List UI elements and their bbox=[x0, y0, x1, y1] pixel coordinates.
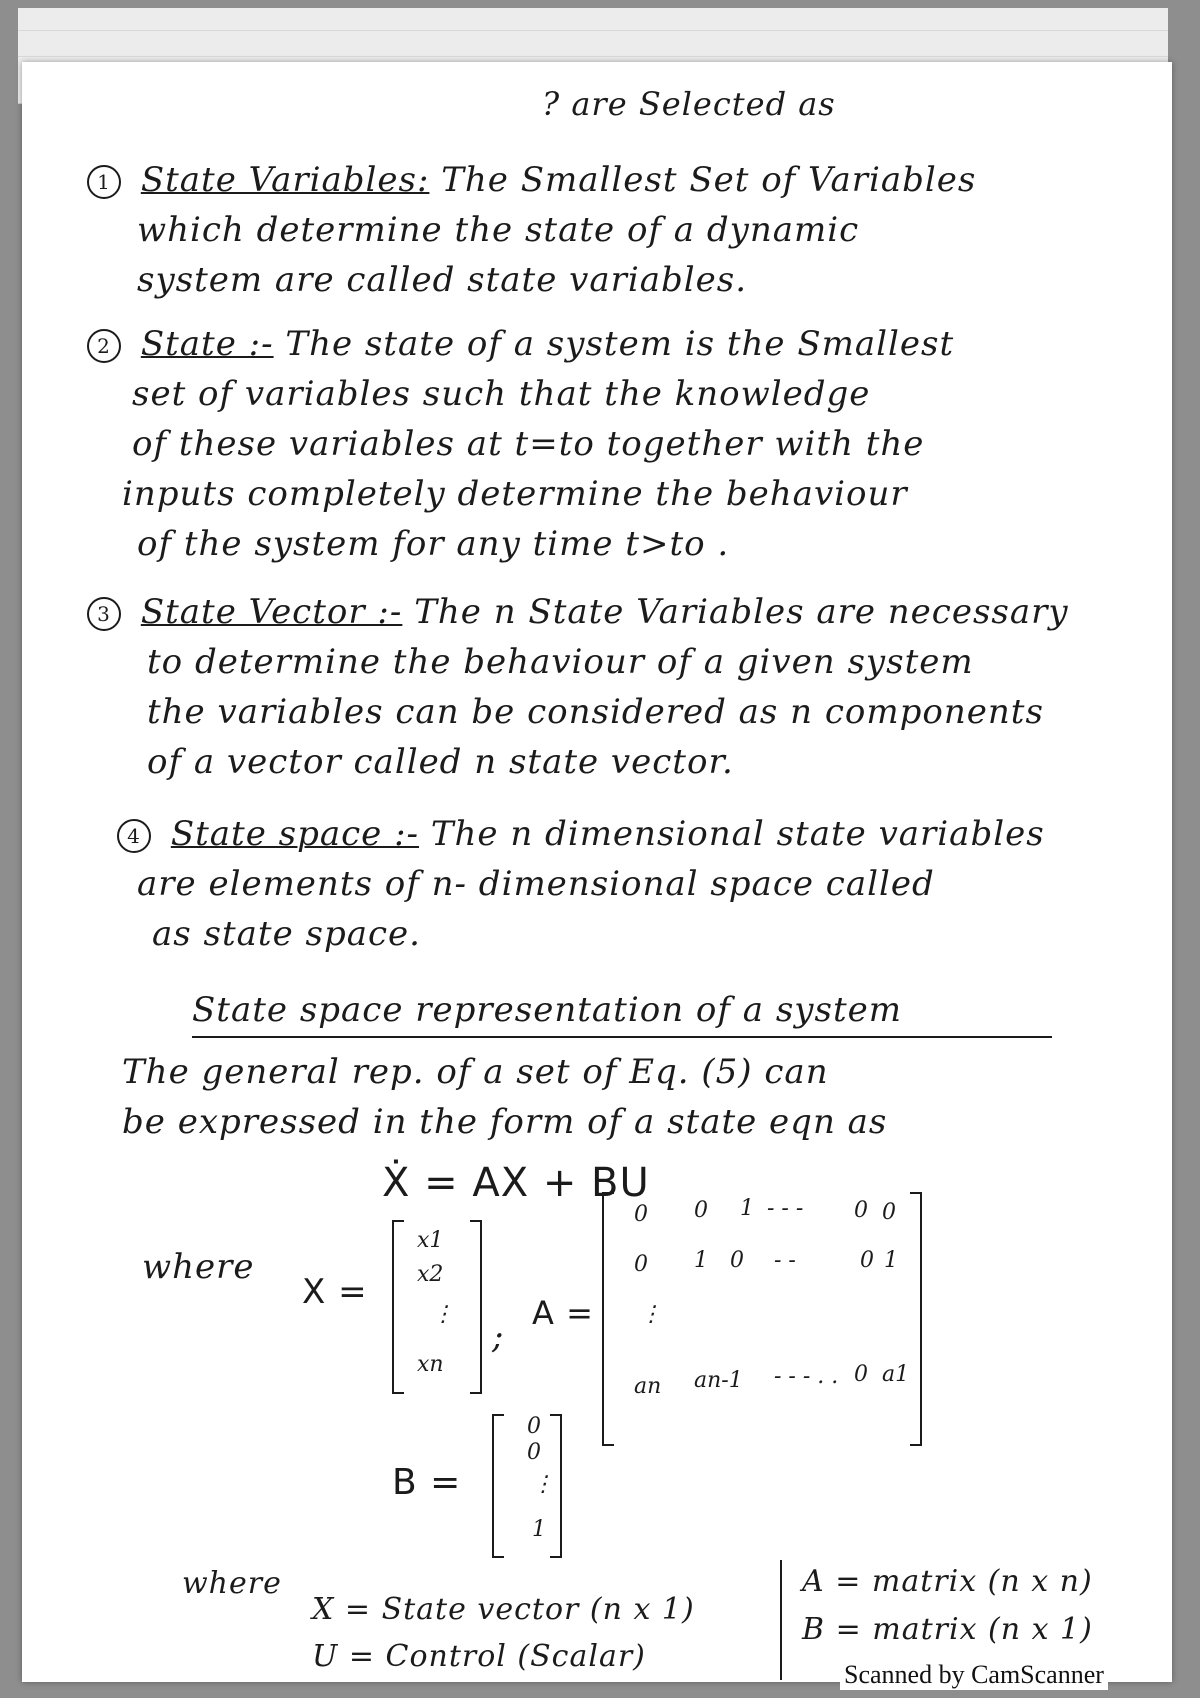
where-label: where bbox=[142, 1247, 255, 1287]
section-text-line: of a vector called n state vector. bbox=[147, 742, 734, 782]
section-number-badge: 3 bbox=[87, 597, 121, 631]
a-matrix-cell: an-1 bbox=[694, 1368, 743, 1393]
definition-line: U = Control (Scalar) bbox=[312, 1639, 646, 1674]
state-equation: Ẋ = AX + BU bbox=[382, 1160, 650, 1206]
a-matrix-right-bracket bbox=[910, 1192, 922, 1446]
x-vector-left-bracket bbox=[392, 1220, 404, 1394]
scanner-watermark: Scanned by CamScanner bbox=[840, 1660, 1108, 1690]
a-matrix-cell: 1 bbox=[740, 1196, 754, 1221]
x-vector-right-bracket bbox=[470, 1220, 482, 1394]
section-text-line: The n State Variables are necessary bbox=[414, 592, 1069, 632]
title-underline bbox=[192, 1036, 1052, 1038]
section-text-line: are elements of n- dimensional space called bbox=[137, 864, 935, 904]
section-text-line: of these variables at t=to together with the bbox=[132, 424, 925, 464]
a-matrix-cell: 0 bbox=[882, 1200, 896, 1225]
a-matrix-cell: 1 bbox=[694, 1248, 708, 1273]
b-vector-left-bracket bbox=[492, 1414, 504, 1558]
section-2-heading-line bbox=[87, 324, 954, 364]
section-4-heading-line bbox=[117, 814, 1045, 854]
section-text-line: of the system for any time t>to . bbox=[137, 524, 730, 564]
representation-text-line: be expressed in the form of a state eqn as bbox=[122, 1102, 888, 1142]
a-matrix-cell: 1 bbox=[884, 1248, 898, 1273]
section-heading: State Variables: bbox=[140, 160, 430, 200]
section-text-line: to determine the behaviour of a given system bbox=[147, 642, 974, 682]
x-vector-label: X = bbox=[302, 1272, 368, 1312]
a-matrix-cell: - - - . . bbox=[774, 1364, 839, 1389]
notebook-page bbox=[22, 62, 1172, 1682]
a-matrix-cell: 0 bbox=[634, 1202, 648, 1227]
section-3-heading-line bbox=[87, 592, 1069, 632]
a-matrix-cell: - - bbox=[774, 1248, 796, 1273]
a-matrix-cell: ⋮ bbox=[640, 1302, 662, 1327]
definition-divider bbox=[780, 1560, 782, 1680]
b-vector-right-bracket bbox=[550, 1414, 562, 1558]
section-text-line: inputs completely determine the behaviour bbox=[122, 474, 908, 514]
a-matrix-cell: 0 bbox=[860, 1248, 874, 1273]
a-matrix-cell: 0 bbox=[694, 1198, 708, 1223]
matrix-separator: ; bbox=[492, 1317, 505, 1357]
x-vector-entry: xn bbox=[417, 1352, 444, 1377]
section-text-line: The Smallest Set of Variables bbox=[441, 160, 977, 200]
section-text-line: which determine the state of a dynamic bbox=[137, 210, 860, 250]
representation-title: State space representation of a system bbox=[192, 990, 902, 1030]
section-heading: State space :- bbox=[170, 814, 420, 854]
section-1-heading-line bbox=[87, 160, 976, 200]
a-matrix-cell: a1 bbox=[882, 1362, 910, 1387]
x-vector-entry: ⋮ bbox=[432, 1302, 454, 1327]
definition-line: B = matrix (n x 1) bbox=[802, 1612, 1093, 1647]
section-number-badge: 4 bbox=[117, 819, 151, 853]
defs-where-label: where bbox=[182, 1566, 282, 1601]
section-text-line: set of variables such that the knowledge bbox=[132, 374, 871, 414]
b-vector-entry: 0 bbox=[527, 1414, 541, 1439]
top-fragment: ? are Selected as bbox=[542, 85, 836, 123]
definition-line: X = State vector (n x 1) bbox=[312, 1592, 695, 1627]
a-matrix-cell: - - - bbox=[767, 1196, 804, 1221]
representation-text-line: The general rep. of a set of Eq. (5) can bbox=[122, 1052, 829, 1092]
section-text-line: The n dimensional state variables bbox=[430, 814, 1045, 854]
section-text-line: the variables can be considered as n components bbox=[147, 692, 1044, 732]
section-text-line: The state of a system is the Smallest bbox=[285, 324, 955, 364]
section-text-line: as state space. bbox=[152, 914, 421, 954]
b-vector-entry: 0 bbox=[527, 1440, 541, 1465]
a-matrix-label: A = bbox=[532, 1294, 594, 1332]
a-matrix-cell: 0 bbox=[634, 1252, 648, 1277]
definition-line: A = matrix (n x n) bbox=[802, 1564, 1093, 1599]
a-matrix-cell: an bbox=[634, 1374, 662, 1399]
section-heading: State :- bbox=[140, 324, 274, 364]
b-vector-entry: 1 bbox=[532, 1517, 546, 1542]
a-matrix-cell: 0 bbox=[854, 1198, 868, 1223]
b-vector-entry: ⋮ bbox=[532, 1472, 554, 1497]
x-vector-entry: x1 bbox=[417, 1228, 444, 1253]
x-vector-entry: x2 bbox=[417, 1262, 444, 1287]
a-matrix-cell: 0 bbox=[730, 1248, 744, 1273]
section-number-badge: 1 bbox=[87, 165, 121, 199]
section-text-line: system are called state variables. bbox=[137, 260, 748, 300]
a-matrix-cell: 0 bbox=[854, 1362, 868, 1387]
a-matrix-left-bracket bbox=[602, 1192, 614, 1446]
b-vector-label: B = bbox=[392, 1462, 462, 1503]
section-number-badge: 2 bbox=[87, 329, 121, 363]
section-heading: State Vector :- bbox=[140, 592, 403, 632]
